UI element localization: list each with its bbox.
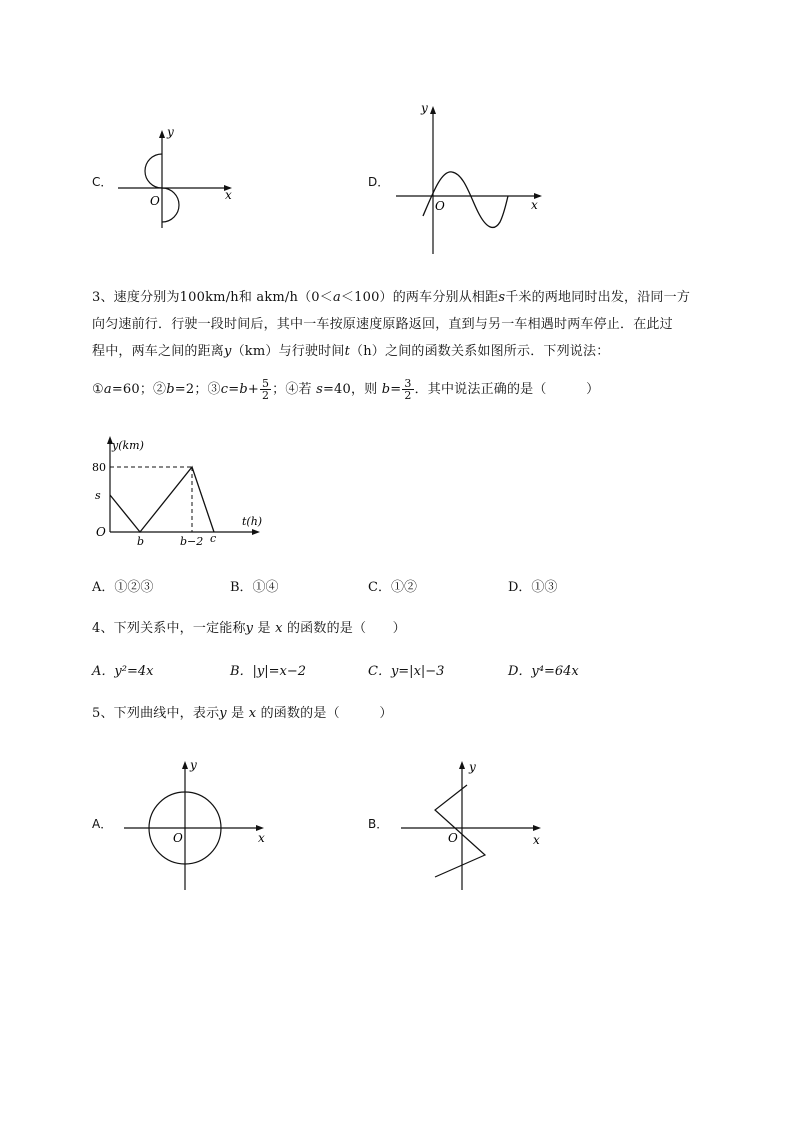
graph-d-y-label: y	[421, 101, 428, 115]
stmt-2c: =40，则	[322, 382, 382, 397]
frac2-den: 2	[404, 389, 412, 402]
stmt-1d: b	[166, 382, 175, 397]
stmt-2b: s	[316, 382, 323, 397]
graph-d	[390, 100, 550, 260]
q5-graph-a-x-label: x	[258, 831, 265, 845]
q3-line-3-d: t	[344, 344, 351, 359]
q3-line-3-c: （km）与行驶时间	[231, 344, 345, 359]
stmt-1g: =	[228, 382, 240, 397]
q3-line-1-b: akm/h（0＜	[256, 290, 333, 305]
option-d-label: D．	[368, 175, 390, 189]
graph-d-origin: O	[435, 199, 445, 213]
graph-c-x-label: x	[225, 188, 232, 202]
q3-statements	[92, 378, 599, 401]
stmt-1h: b	[239, 382, 248, 397]
q5-graph-a-origin: O	[173, 831, 183, 845]
q5-stem-e: 的函数的是（ ）	[256, 706, 393, 721]
fraction-5-2	[260, 378, 271, 401]
q3-graph-tick-b2: b−2	[180, 535, 204, 548]
q3-option-b[interactable]: B．①④	[230, 580, 279, 595]
q4-stem	[92, 617, 406, 636]
q5-graph-b-origin: O	[448, 831, 458, 845]
q3-option-a[interactable]: A．①②③	[92, 580, 154, 595]
q3-graph-tick-c: c	[210, 532, 217, 545]
stmt-2a: ；④若	[272, 382, 317, 397]
stmt-1i: +	[247, 382, 259, 397]
frac1-den: 2	[261, 389, 270, 402]
q5-stem-c: 是	[226, 706, 249, 721]
q4-stem-c: 是	[253, 621, 276, 636]
q4-stem-a: 4、下列关系中，一定能称	[92, 621, 246, 636]
fraction-3-2	[402, 378, 413, 401]
stmt-1b: a	[103, 382, 112, 397]
q4-option-d[interactable]: D．y⁴=64x	[508, 664, 579, 679]
q3-line-1-a: 3、速度分别为100km/h和	[92, 290, 257, 305]
q5-stem-a: 5、下列曲线中，表示	[92, 706, 220, 721]
q5-graph-b	[395, 755, 555, 895]
q3-graph-tick-b: b	[137, 535, 145, 548]
q5-stem	[92, 702, 393, 721]
q3-line-1-c: a	[332, 290, 341, 305]
option-c-label: C．	[92, 175, 113, 189]
q3-distance-time-graph	[92, 432, 272, 547]
q3-line-2: 向匀速前行．行驶一段时间后，其中一车按原速度原路返回，直到与另一车相遇时两车停止．在此过	[92, 317, 673, 332]
stmt-1c: =60；②	[111, 382, 167, 397]
q4-option-c[interactable]: C．y=|x|−3	[368, 664, 445, 679]
q3-line-1-d: ＜100）的两车分别从相距	[340, 290, 499, 305]
q5-stem-b: y	[219, 706, 227, 721]
q4-stem-e: 的函数的是（ ）	[282, 621, 406, 636]
q4-stem-b: y	[245, 621, 254, 636]
graph-c	[110, 120, 250, 240]
stmt-2e: =	[390, 382, 402, 397]
q3-line-3-a: 程中，两车之间的距离	[92, 344, 225, 359]
q4-option-a[interactable]: A．y²=4x	[92, 664, 154, 679]
frac2-num: 3	[404, 377, 412, 390]
q5-graph-b-x-label: x	[533, 833, 540, 847]
q5-graph-a-y-label: y	[190, 758, 197, 772]
q3-line-1	[92, 286, 690, 305]
frac1-num: 5	[261, 377, 270, 390]
stmt-3: ．其中说法正确的是（ ）	[414, 382, 600, 397]
q3-line-3-e: （h）之间的函数关系如图所示．下列说法：	[350, 344, 610, 359]
q4-option-b[interactable]: B．|y|=x−2	[230, 664, 307, 679]
graph-d-x-label: x	[531, 198, 538, 212]
q3-graph-tick-80: 80	[92, 461, 106, 474]
q3-option-d[interactable]: D．①③	[508, 580, 558, 595]
stmt-1f: c	[220, 382, 229, 397]
q5-graph-b-y-label: y	[469, 760, 476, 774]
stmt-1e: =2；③	[174, 382, 221, 397]
q3-line-1-f: 千米的两地同时出发，沿同一方	[505, 290, 691, 305]
q5-option-b-label[interactable]: B．	[368, 817, 389, 831]
q3-graph-tick-s: s	[95, 489, 101, 502]
q3-line-3-b: y	[224, 344, 232, 359]
q5-option-a-label[interactable]: A．	[92, 817, 113, 831]
q4-stem-d: x	[275, 621, 283, 636]
q5-graph-a	[118, 755, 278, 895]
graph-c-y-label: y	[167, 125, 174, 139]
q3-option-c[interactable]: C．①②	[368, 580, 417, 595]
q3-graph-origin: O	[96, 525, 106, 539]
q3-graph-x-label: t(h)	[242, 515, 263, 528]
stmt-1a: ①	[92, 382, 104, 397]
graph-c-origin: O	[150, 194, 160, 208]
q3-graph-y-label: y(km)	[112, 439, 144, 452]
q3-line-3	[92, 340, 609, 359]
stmt-2d: b	[381, 382, 391, 397]
q5-stem-d: x	[248, 706, 257, 721]
q3-line-1-e: s	[498, 290, 506, 305]
